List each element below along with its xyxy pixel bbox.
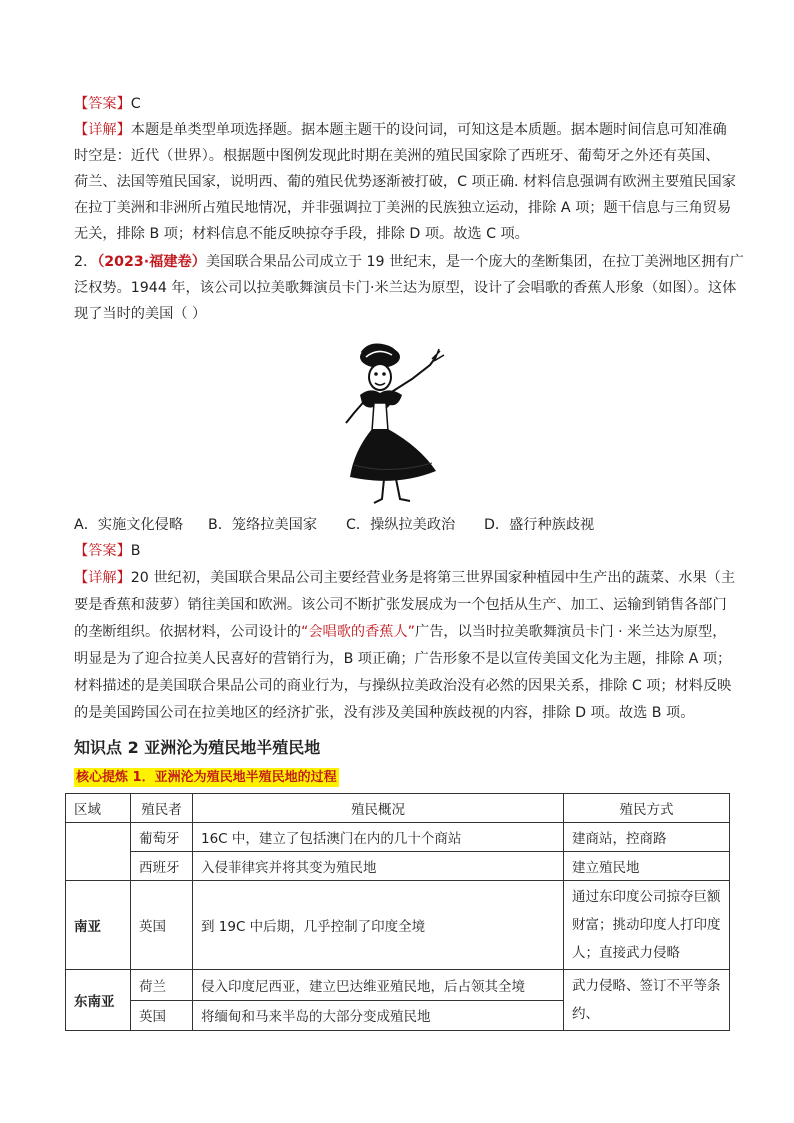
q1-detail-line-2: 时空是：近代（世界）。根据题中图例发现此时期在美洲的殖民国家除了西班牙、葡萄牙之外还有英国、 [74, 148, 720, 164]
q2-stem-line-2: 泛权势。1944 年，该公司以拉美歌舞演员卡门·米兰达为原型，设计了会唱歌的香蕉人形象（如图）。这体 [74, 280, 737, 296]
answer-tag: 【答案】 [74, 543, 131, 559]
method-cell: 通过东印度公司掠夺巨额财富；挑动印度人打印度人；直接武力侵略 [564, 881, 730, 970]
region-cell: 东南亚 [66, 970, 131, 1031]
q2-detail-line-5: 材料描述的是美国联合果品公司的商业行为，与操纵拉美政治没有必然的因果关系，排除 C 项；材料反映 [74, 678, 732, 694]
table-row [66, 823, 730, 852]
colonizer-cell: 西班牙 [131, 852, 193, 881]
detail-text: 本题是单类型单项选择题。据本题主题干的设问词，可知这是本质题。据本题时间信息可知准确 [130, 122, 727, 138]
q2-stem-line-3: 现了当时的美国（ ） [74, 306, 207, 322]
q2-detail-line-1 [74, 568, 735, 588]
answer-value: B [130, 543, 141, 559]
table-header-row [66, 794, 730, 823]
quoted-ad-name: “会唱歌的香蕉人” [301, 624, 416, 640]
q2-answer-line [74, 541, 141, 561]
highlight-subtitle: 核心提炼 1．亚洲沦为殖民地半殖民地的过程 [76, 770, 337, 785]
q2-stem-line-1 [74, 252, 744, 272]
column-header: 区域 [66, 794, 131, 823]
detail-tag: 【详解】 [74, 122, 131, 138]
q1-detail-line-4: 在拉丁美洲和非洲所占殖民地情况，并非强调拉丁美洲的民族独立运动，排除 A 项；题干信息与三角贸易 [74, 200, 732, 216]
option-a: A．实施文化侵略 [74, 517, 184, 533]
q1-answer-line [74, 94, 141, 114]
option-b: B．笼络拉美国家 [208, 517, 318, 533]
option-d: D．盛行种族歧视 [484, 517, 595, 533]
table-row [66, 970, 730, 1001]
q2-detail-line-3 [74, 622, 727, 642]
overview-cell: 将缅甸和马来半岛的大部分变成殖民地 [193, 1000, 564, 1031]
detail-tag: 【详解】 [74, 570, 131, 586]
region-cell: 南亚 [66, 881, 131, 970]
method-cell: 建商站，控商路 [564, 823, 730, 852]
column-header: 殖民者 [131, 794, 193, 823]
option-c: C．操纵拉美政治 [346, 517, 456, 533]
region-cell [66, 823, 131, 881]
method-cell: 武力侵略、签订不平等条约、 [564, 970, 730, 1031]
question-number: 2． [74, 254, 98, 270]
q1-detail-line-1 [74, 120, 727, 140]
detail-text: 的垄断组织。依据材料，公司设计的 [74, 624, 302, 640]
colonizer-cell: 葡萄牙 [131, 823, 193, 852]
detail-text: 20 世纪初，美国联合果品公司主要经营业务是将第三世界国家种植园中生产出的蔬菜、水果（主 [130, 570, 736, 586]
overview-cell: 侵入印度尼西亚，建立巴达维亚殖民地，后占领其全境 [193, 970, 564, 1001]
colonizer-cell: 英国 [131, 1000, 193, 1031]
answer-value: C [130, 96, 141, 112]
colonizer-cell: 英国 [131, 881, 193, 970]
column-header: 殖民方式 [564, 794, 730, 823]
detail-text: 广告，以当时拉美歌舞演员卡门 · 米兰达为原型， [415, 624, 727, 640]
colonization-table [65, 793, 730, 1031]
q1-detail-line-5: 无关，排除 B 项；材料信息不能反映掠夺手段，排除 D 项。故选 C 项。 [74, 226, 529, 242]
overview-cell: 到 19C 中后期，几乎控制了印度全境 [193, 881, 564, 970]
overview-cell: 入侵菲律宾并将其变为殖民地 [193, 852, 564, 881]
colonizer-cell: 荷兰 [131, 970, 193, 1001]
table-row [66, 881, 730, 970]
method-cell: 建立殖民地 [564, 852, 730, 881]
q2-detail-line-4: 明显是为了迎合拉美人民喜好的营销行为，B 项正确；广告形象不是以宣传美国文化为主题，排除 A 项； [74, 651, 732, 667]
column-header: 殖民概况 [193, 794, 564, 823]
table-row [66, 852, 730, 881]
q2-detail-line-2: 要是香蕉和菠萝）销往美国和欧洲。该公司不断扩张发展成为一个包括从生产、加工、运输到销售各部门 [74, 597, 727, 613]
q2-detail-line-6: 的是美国跨国公司在拉美地区的经济扩张，没有涉及美国种族歧视的内容，排除 D 项。故选 B 项。 [74, 705, 695, 721]
stem-text: 美国联合果品公司成立于 19 世纪末，是一个庞大的垄断集团，在拉丁美洲地区拥有广 [205, 254, 744, 270]
overview-cell: 16C 中，建立了包括澳门在内的几十个商站 [193, 823, 564, 852]
question-source: （2023·福建卷） [97, 254, 206, 270]
answer-tag: 【答案】 [74, 96, 131, 112]
section-title: 知识点 2 亚洲沦为殖民地半殖民地 [74, 738, 321, 757]
q1-detail-line-3: 荷兰、法国等殖民国家，说明西、葡的殖民优势逐渐被打破，C 项正确. 材料信息强调有欧洲主要殖民国家 [74, 174, 736, 190]
banana-lady-illustration [340, 343, 450, 505]
